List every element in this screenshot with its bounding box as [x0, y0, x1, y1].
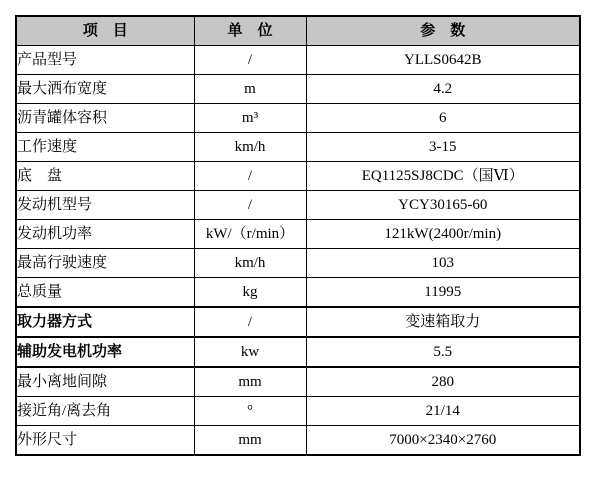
item-cell: 最大洒布宽度	[16, 75, 194, 104]
item-cell: 接近角/离去角	[16, 397, 194, 426]
unit-cell: kg	[194, 278, 306, 308]
table-row	[16, 249, 580, 278]
unit-cell: /	[194, 162, 306, 191]
table-row	[16, 46, 580, 75]
col-header-value: 参 数	[306, 16, 580, 46]
table-row	[16, 278, 580, 308]
unit-cell: km/h	[194, 133, 306, 162]
value-cell: 121kW(2400r/min)	[306, 220, 580, 249]
item-cell: 最高行驶速度	[16, 249, 194, 278]
item-cell: 最小离地间隙	[16, 367, 194, 397]
value-cell: 11995	[306, 278, 580, 308]
unit-cell: kW/（r/min）	[194, 220, 306, 249]
item-cell: 产品型号	[16, 46, 194, 75]
unit-cell: mm	[194, 426, 306, 456]
item-cell: 工作速度	[16, 133, 194, 162]
table-row	[16, 220, 580, 249]
value-cell: 7000×2340×2760	[306, 426, 580, 456]
value-cell: YLLS0642B	[306, 46, 580, 75]
table-row	[16, 75, 580, 104]
value-cell: EQ1125SJ8CDC（国Ⅵ）	[306, 162, 580, 191]
table-row	[16, 367, 580, 397]
unit-cell: /	[194, 307, 306, 337]
value-cell: 103	[306, 249, 580, 278]
spec-table	[15, 15, 581, 456]
table-row	[16, 337, 580, 367]
unit-cell: m	[194, 75, 306, 104]
value-cell: 4.2	[306, 75, 580, 104]
table-row	[16, 162, 580, 191]
header-row	[16, 16, 580, 46]
col-header-unit: 单 位	[194, 16, 306, 46]
value-cell: 变速箱取力	[306, 307, 580, 337]
unit-cell: /	[194, 191, 306, 220]
value-cell: YCY30165-60	[306, 191, 580, 220]
item-cell: 取力器方式	[16, 307, 194, 337]
table-row	[16, 104, 580, 133]
table-row	[16, 397, 580, 426]
item-cell: 发动机型号	[16, 191, 194, 220]
value-cell: 5.5	[306, 337, 580, 367]
value-cell: 280	[306, 367, 580, 397]
unit-cell: °	[194, 397, 306, 426]
unit-cell: /	[194, 46, 306, 75]
unit-cell: mm	[194, 367, 306, 397]
item-cell: 发动机功率	[16, 220, 194, 249]
value-cell: 21/14	[306, 397, 580, 426]
table-row	[16, 426, 580, 456]
item-cell: 辅助发电机功率	[16, 337, 194, 367]
unit-cell: m³	[194, 104, 306, 133]
table-row	[16, 191, 580, 220]
table-row	[16, 133, 580, 162]
item-cell: 外形尺寸	[16, 426, 194, 456]
item-cell: 沥青罐体容积	[16, 104, 194, 133]
value-cell: 3-15	[306, 133, 580, 162]
item-cell: 总质量	[16, 278, 194, 308]
table-row	[16, 307, 580, 337]
unit-cell: kw	[194, 337, 306, 367]
unit-cell: km/h	[194, 249, 306, 278]
col-header-item: 项 目	[16, 16, 194, 46]
value-cell: 6	[306, 104, 580, 133]
item-cell: 底 盘	[16, 162, 194, 191]
